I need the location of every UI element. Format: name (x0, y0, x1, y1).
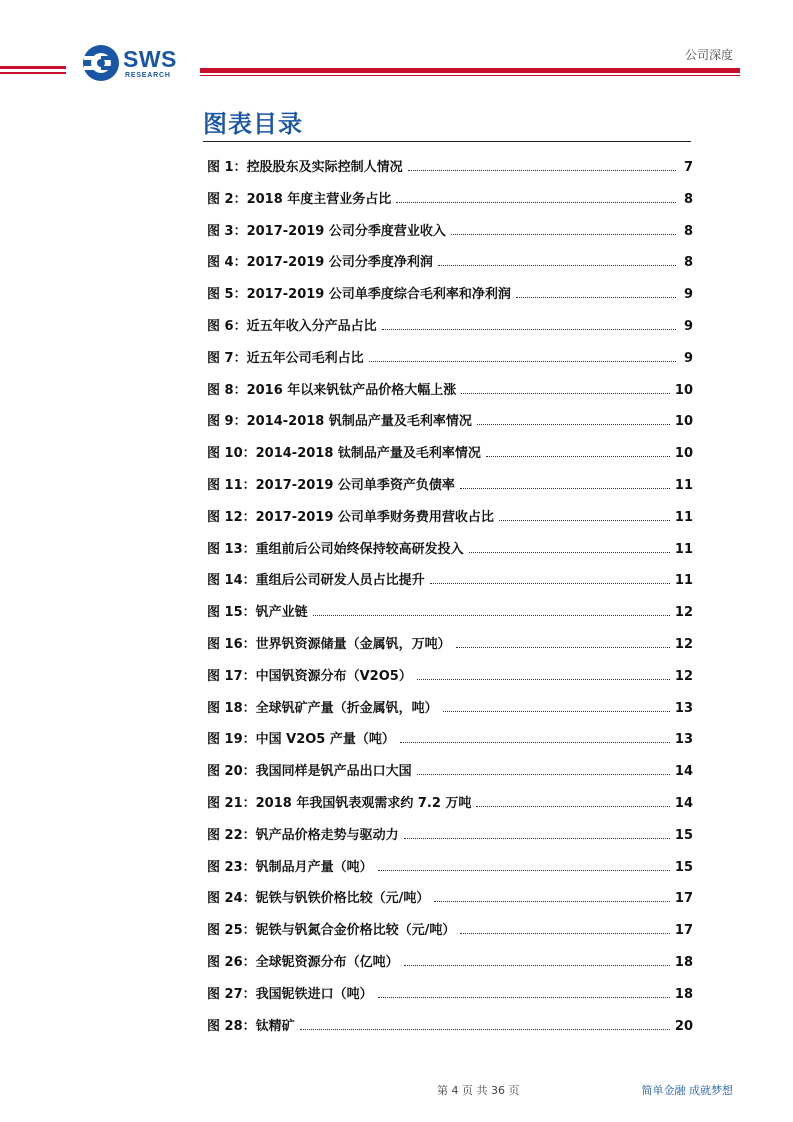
toc-entry-page: 9 (683, 287, 693, 303)
toc-entry[interactable] (207, 251, 693, 283)
toc-leader-dots (469, 543, 670, 553)
toc-entry-page: 12 (674, 636, 693, 652)
toc-entry[interactable] (207, 983, 693, 1015)
toc-entry-label: 图 12：2017-2019 公司单季财务费用营收占比 (207, 509, 494, 525)
toc-leader-dots (516, 288, 676, 298)
toc-leader-dots (382, 320, 676, 330)
header-rule-right (200, 68, 740, 73)
toc-entry-page: 13 (674, 732, 693, 748)
toc-entry-page: 11 (674, 541, 693, 557)
toc-entry-page: 9 (683, 350, 693, 366)
toc-entry-page: 10 (674, 414, 693, 430)
toc-leader-dots (460, 924, 670, 934)
toc-entry-label: 图 1：控股股东及实际控制人情况 (207, 160, 403, 175)
toc-entry-label: 图 10：2014-2018 钛制品产量及毛利率情况 (207, 446, 481, 462)
toc-leader-dots (396, 193, 676, 203)
toc-entry[interactable] (207, 283, 693, 315)
toc-entry-label: 图 13：重组前后公司始终保持较高研发投入 (207, 541, 464, 557)
toc-entry[interactable] (207, 665, 693, 697)
toc-entry-page: 11 (674, 477, 693, 493)
toc-entry-page: 11 (674, 509, 693, 525)
toc-entry[interactable] (207, 474, 693, 506)
toc-entry-page: 10 (674, 382, 693, 398)
toc-entry-label: 图 7：近五年公司毛利占比 (207, 350, 364, 366)
toc-entry[interactable] (207, 633, 693, 665)
toc-leader-dots (369, 352, 676, 362)
toc-entry[interactable] (207, 442, 693, 474)
toc-entry[interactable] (207, 379, 693, 411)
toc-title: 图表目录 (203, 110, 303, 138)
toc-entry[interactable] (207, 538, 693, 570)
toc-entry-label: 图 26：全球铌资源分布（亿吨） (207, 954, 399, 970)
toc-leader-dots (313, 606, 670, 616)
toc-entry-page: 14 (674, 795, 693, 811)
company-logo (82, 44, 192, 84)
toc-leader-dots (417, 670, 670, 680)
toc-entry-page: 8 (683, 223, 693, 239)
toc-entry-page: 8 (683, 191, 693, 207)
toc-entry[interactable] (207, 728, 693, 760)
toc-leader-dots (456, 638, 670, 648)
toc-entry-page: 7 (683, 160, 693, 175)
header-rule-left-thin (0, 72, 66, 74)
logo-text: SWS (123, 46, 177, 72)
toc-entry-label: 图 9：2014-2018 钒制品产量及毛利率情况 (207, 414, 472, 430)
toc-entry[interactable] (207, 220, 693, 252)
toc-entry-page: 18 (674, 954, 693, 970)
toc-entry-label: 图 5：2017-2019 公司单季度综合毛利率和净利润 (207, 287, 511, 303)
toc-entry[interactable] (207, 792, 693, 824)
toc-leader-dots (476, 797, 670, 807)
toc-entry-label: 图 17：中国钒资源分布（V2O5） (207, 668, 412, 684)
toc-entry[interactable] (207, 919, 693, 951)
toc-leader-dots (486, 447, 670, 457)
toc-leader-dots (300, 1020, 670, 1030)
toc-leader-dots (400, 733, 670, 743)
header-rule-right-thin (200, 75, 740, 76)
page-header (0, 0, 793, 90)
toc-entry-page: 17 (674, 923, 693, 939)
toc-entry-page: 8 (683, 255, 693, 271)
toc-entry-page: 10 (674, 446, 693, 462)
toc-entry-label: 图 4：2017-2019 公司分季度净利润 (207, 255, 433, 271)
toc-entry[interactable] (207, 887, 693, 919)
toc-entry-label: 图 25：铌铁与钒氮合金价格比较（元/吨） (207, 923, 456, 939)
toc-entry[interactable] (207, 1015, 693, 1047)
toc-leader-dots (460, 479, 670, 489)
toc-entry[interactable] (207, 347, 693, 379)
toc-leader-dots (461, 384, 670, 394)
toc-entry-label: 图 23：钒制品月产量（吨） (207, 859, 373, 875)
toc-entry-page: 14 (674, 764, 693, 780)
toc-entry-page: 12 (674, 605, 693, 621)
header-rule-left (0, 66, 66, 69)
toc-leader-dots (499, 511, 670, 521)
toc-entry[interactable] (207, 824, 693, 856)
toc-entry-page: 12 (674, 668, 693, 684)
toc-leader-dots (408, 161, 676, 171)
toc-leader-dots (417, 765, 670, 775)
toc-entry[interactable] (207, 188, 693, 220)
toc-entry[interactable] (207, 856, 693, 888)
toc-entry-page: 9 (683, 318, 693, 334)
footer-slogan: 简单金融 成就梦想 (641, 1084, 733, 1097)
toc-entry-page: 20 (674, 1018, 693, 1034)
toc-entry-label: 图 21：2018 年我国钒表观需求约 7.2 万吨 (207, 795, 472, 811)
toc-leader-dots (477, 415, 670, 425)
toc-entry-page: 17 (674, 891, 693, 907)
toc-entry-page: 13 (674, 700, 693, 716)
toc-entry-label: 图 20：我国同样是钒产品出口大国 (207, 764, 412, 780)
toc-entry[interactable] (207, 315, 693, 347)
toc-entry[interactable] (207, 951, 693, 983)
toc-entry-label: 图 19：中国 V2O5 产量（吨） (207, 732, 395, 748)
toc-entry-label: 图 2：2018 年度主营业务占比 (207, 191, 392, 207)
toc-entry-label: 图 14：重组后公司研发人员占比提升 (207, 573, 425, 589)
toc-entry[interactable] (207, 410, 693, 442)
title-divider (203, 141, 691, 142)
toc-leader-dots (404, 829, 670, 839)
toc-entry[interactable] (207, 601, 693, 633)
toc-entry-label: 图 18：全球钒矿产量（折金属钒，吨） (207, 700, 438, 716)
toc-entry-label: 图 22：钒产品价格走势与驱动力 (207, 827, 399, 843)
logo-subtext: RESEARCH (125, 72, 171, 79)
toc-leader-dots (434, 892, 670, 902)
toc-entry-page: 11 (674, 573, 693, 589)
document-type-label: 公司深度 (684, 48, 733, 62)
toc-entry-label: 图 16：世界钒资源储量（金属钒，万吨） (207, 636, 451, 652)
toc-entry-page: 18 (674, 986, 693, 1002)
toc-entry-page: 15 (674, 827, 693, 843)
toc-entry-label: 图 27：我国铌铁进口（吨） (207, 986, 373, 1002)
toc-leader-dots (404, 956, 670, 966)
toc-entry-label: 图 3：2017-2019 公司分季度营业收入 (207, 223, 446, 239)
sws-logo-icon (82, 44, 120, 82)
toc-entry-label: 图 11：2017-2019 公司单季资产负债率 (207, 477, 455, 493)
toc-entry[interactable] (207, 156, 693, 188)
toc-list (207, 156, 693, 1046)
toc-leader-dots (438, 256, 676, 266)
toc-entry-label: 图 8：2016 年以来钒钛产品价格大幅上涨 (207, 382, 457, 398)
toc-entry[interactable] (207, 569, 693, 601)
toc-leader-dots (451, 225, 676, 235)
toc-entry-label: 图 15：钒产业链 (207, 605, 308, 621)
toc-entry[interactable] (207, 506, 693, 538)
toc-entry-label: 图 28：钛精矿 (207, 1018, 295, 1034)
toc-entry-label: 图 24：铌铁与钒铁价格比较（元/吨） (207, 891, 430, 907)
toc-entry-label: 图 6：近五年收入分产品占比 (207, 318, 377, 334)
toc-leader-dots (378, 861, 670, 871)
toc-leader-dots (430, 574, 670, 584)
toc-entry[interactable] (207, 697, 693, 729)
toc-leader-dots (378, 988, 670, 998)
toc-entry[interactable] (207, 760, 693, 792)
toc-leader-dots (443, 702, 670, 712)
toc-entry-page: 15 (674, 859, 693, 875)
page-number: 第 4 页 共 36 页 (437, 1084, 520, 1097)
